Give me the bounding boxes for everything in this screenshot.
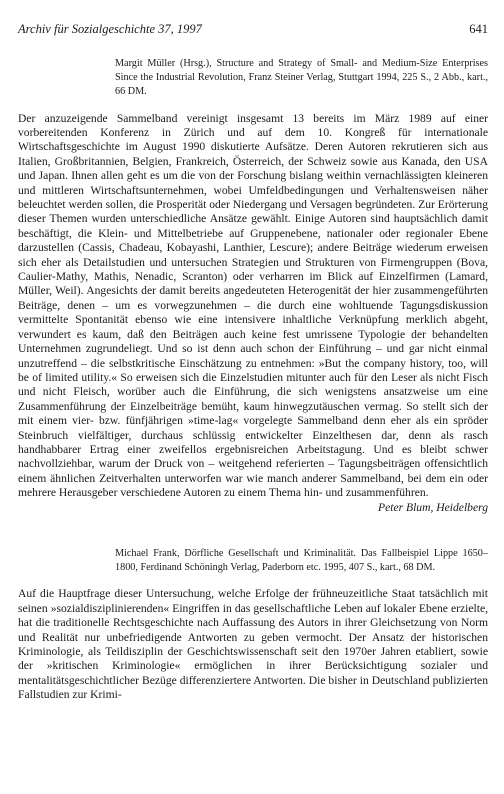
document-page [18, 22, 488, 703]
review2-text: Auf die Hauptfrage dieser Untersuchung, welche Erfolge der frühneuzeitliche Staat tatsächlich mit seinen »sozialdisziplinierenden« Eingriffen in das gesellschaftliche Leben auf lokaler Ebene erzielte, hat die traditionelle Rechtsgeschichte nach Auffassung des Autors in ihrer Gleichsetzung von Norm und Realität nur unbefriedigende Antworten zu geben vermocht. Der Ansatz der historischen Kriminologie, als Teildisziplin der Geschichtswissenschaft seit den 1970er Jahren etabliert, sowie der »kritischen Kriminologie« ermöglichen in ihrer Berücksichtigung sozialer und mentalitätsgeschichtlicher Bezüge differenziertere Antworten. Die bisher in Deutschland publizierten Fallstudien zur Krimi- [18, 587, 488, 702]
running-header [18, 22, 488, 37]
review1-text: Der anzuzeigende Sammelband vereinigt insgesamt 13 bereits im März 1989 auf einer vorbereitenden Konferenz in Zürich und auf dem 10. Kongreß für internationale Wirtschaftsgeschichte im August 1990 diskutierte Aufsätze. Deren Autoren rekrutieren sich aus Italien, Großbritannien, Belgien, Frankreich, Österreich, der Schweiz sowie aus Kanada, den USA und Japan. Ihnen allen geht es um die von der Forschung bislang weithin vernachlässigten kleineren und mittleren Wirtschaftsunternehmen, wobei Umfeldbedingungen und Verhaltensweisen näher beleuchtet werden sollen, die Prosperität oder Niedergang und Versagen begründeten. Zur Erörterung dieser Themen wurden unterschiedliche Ansätze gewählt. Einige Autoren sind hauptsächlich damit beschäftigt, die Klein- und Mittelbetriebe auf Gruppenebene, nationaler oder regionaler Ebene darzustellen (Cassis, Chadeau, Kobayashi, Lanthier, Lescure); andere Beiträge wiederum erweisen sich eher als Detailstudien und untersuchen Strategien und Strukturen von Firmengruppen (Bova, Caulier-Mathy, Mathis, Nenadic, Scranton) oder verharren im Blick auf Einzelfirmen (Lamard, Müller, Weil). Angesichts der damit bereits angedeuteten Heterogenität der hier zusammengeführten Beiträge, denen – um es vorwegzunehmen – die durch eine wohltuende Tagungsdiskussion vermittelte Spontanität ebenso wie eine intensivere inhaltliche Verknüpfung merklich abgeht, verwundert es kaum, daß den Beiträgen auch keine fest umrissene Typologie der behandelten Unternehmen zugrundeliegt. Und so ist denn auch schon der Einführung – und gar nicht einmal unzutreffend – die selbstkritische Einschätzung zu entnehmen: »But the company history, too, will be of limited utility.« So erweisen sich die Einzelstudien mitunter auch für den Leser als nicht Fisch und nicht Fleisch, worüber auch die Einführung, die sich wenigstens ansatzweise um eine Zusammenführung der Einzelbeiträge bemüht, kaum hinwegzutäuschen vermag. So stellt sich der mit einem vier- bzw. fünfjährigen »time-lag« vorgelegte Sammelband denn eher als ein spröder Steinbruch vielfältiger, durchaus schlüssig entwickelter Einzelthesen dar, denn als rasch handhabbarer Ertrag einer zweifellos ergebnisreichen Arbeitstagung. Und es bleibt schwer nachvollziehbar, warum der Druck von – weitgehend referierten – Tagungsbeiträgen offensichtlich einem ähnlichen Zeitverhalten unterworfen war wie manch anderer Sammelband, bei dem ein oder mehrere Herausgeber verschiedene Autoren zu einem Thema hin- und zusammenführen. [18, 111, 488, 500]
review2-citation: Michael Frank, Dörfliche Gesellschaft und Kriminalität. Das Fallbeispiel Lippe 1650–1800, Ferdinand Schöningh Verlag, Paderborn etc. 1995, 407 S., kart., 68 DM. [115, 547, 488, 574]
review1-reviewer: Peter Blum, Heidelberg [378, 500, 488, 514]
journal-title: Archiv für Sozialgeschichte 37, 1997 [18, 22, 202, 36]
page-number: 641 [469, 22, 488, 36]
review1-citation: Margit Müller (Hrsg.), Structure and Strategy of Small- and Medium-Size Enterprises Since the Industrial Revolution, Franz Steiner Verlag, Stuttgart 1994, 225 S., 2 Abb., kart., 66 DM. [115, 58, 488, 98]
